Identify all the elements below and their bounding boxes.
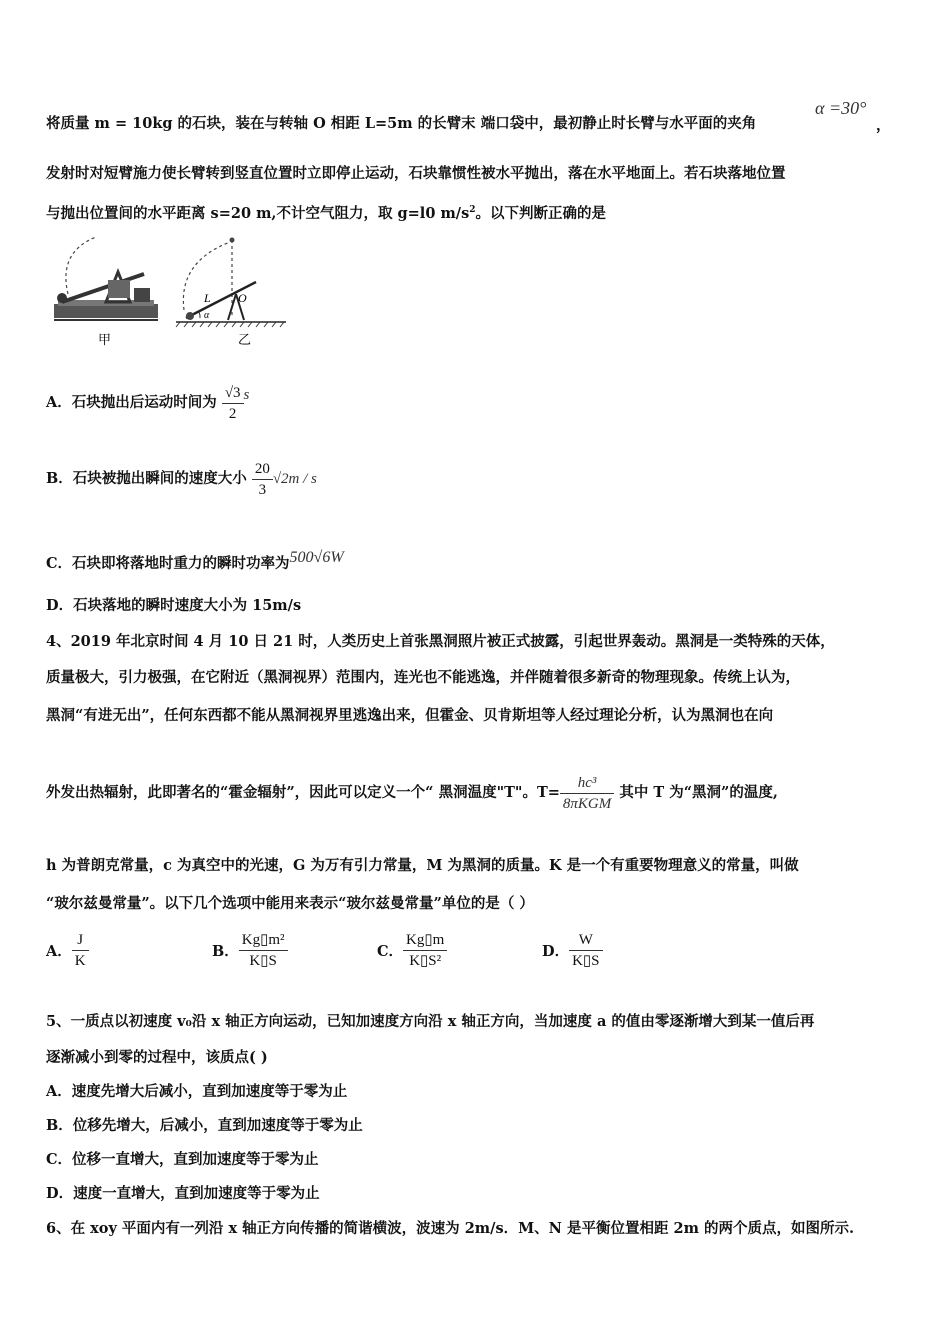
catapult-illustration	[54, 237, 158, 347]
q4-line4b: 其中 T 为“黑洞”的温度,	[619, 784, 778, 801]
q3-option-b	[46, 456, 317, 502]
q3-option-d: D．石块落地的瞬时速度大小为 15m/s	[46, 597, 302, 614]
q4-line4a: 外发出热辐射，此即著名的“霍金辐射”，因此可以定义一个“ 黑洞温度"T"。T=	[46, 784, 560, 801]
q3-line3b: 。以下判断正确的是	[475, 204, 607, 222]
q3-line1-text: 将质量 m = 10kg 的石块，装在与转轴 O 相距 L=5m 的长臂末 端口袋中，最初静止时长臂与水平面的夹角	[46, 115, 757, 132]
opt-fraction	[569, 930, 602, 971]
q3-angle: α =30°	[815, 98, 867, 118]
q3-option-a-unit: s	[243, 387, 250, 403]
q3-line2: 发射时对短臂施力使长臂转到竖直位置时立即停止运动，石块靠惯性被水平抛出，落在水平地面上。若石块落地位置	[46, 165, 786, 182]
fig-O: O	[238, 291, 247, 305]
q5-option-b: B．位移先增大，后减小，直到加速度等于零为止	[46, 1117, 363, 1134]
formula-den: 8πKGM	[562, 795, 612, 812]
opt-fraction	[239, 930, 288, 971]
fig-label-b: 乙	[238, 332, 252, 347]
q6-line1: 6、在 xoy 平面内有一列沿 x 轴正方向传播的简谐横波，波速为 2m/s．M、N 是平衡位置相距 2m 的两个质点，如图所示.	[46, 1220, 855, 1237]
opt-label: C．	[377, 943, 404, 960]
fig-label-a: 甲	[98, 332, 112, 347]
q4-line1: 4、2019 年北京时间 4 月 10 日 21 时，人类历史上首张黑洞照片被正式披露，引起世界轰动。黑洞是一类特殊的天体，	[46, 633, 835, 650]
q5-line1: 5、一质点以初速度 v₀沿 x 轴正方向运动，已知加速度方向沿 x 轴正方向，当加速度 a 的值由零逐渐增大到某一值后再	[46, 1013, 815, 1030]
q5-option-d: D．速度一直增大，直到加速度等于零为止	[46, 1185, 320, 1202]
q5-option-c: C．位移一直增大，直到加速度等于零为止	[46, 1151, 319, 1168]
catapult-figure	[48, 232, 293, 350]
opt-label: D．	[542, 943, 570, 960]
opt-label: B．	[212, 943, 239, 960]
opt-den: K▯S	[572, 953, 600, 969]
opt-den: K▯S²	[409, 953, 442, 969]
q4-option-b	[212, 930, 288, 971]
opt-fraction	[72, 930, 89, 971]
q3-option-a-fraction	[222, 383, 244, 424]
opt-label: A．	[46, 943, 72, 960]
opt-den: K▯S	[249, 953, 277, 969]
frac-num: √3	[222, 383, 244, 404]
q4-option-a	[46, 930, 89, 971]
q5-option-a: A．速度先增大后减小，直到加速度等于零为止	[46, 1083, 348, 1100]
q4-line3: 黑洞“有进无出”，任何东西都不能从黑洞视界里逃逸出来，但霍金、贝肯斯坦等人经过理论分析，认为黑洞也在向	[46, 707, 774, 724]
frac-num: 20	[252, 459, 273, 480]
q4-line2: 质量极大，引力极强，在它附近（黑洞视界）范围内，连光也不能逃逸，并伴随着很多新奇的物理现象。传统上认为，	[46, 669, 800, 686]
opt-den: K	[74, 953, 86, 969]
opt-num: Kg▯m²	[239, 930, 288, 951]
fig-L: L	[204, 291, 211, 305]
q4-line4	[46, 770, 778, 816]
q3-option-c-value: 500√6W	[289, 549, 344, 566]
catapult-schematic	[176, 238, 286, 348]
formula-num: hc³	[560, 773, 614, 794]
q3-option-a-text: A．石块抛出后运动时间为	[46, 394, 217, 411]
q4-line6: “玻尔兹曼常量”。以下几个选项中能用来表示“玻尔兹曼常量”单位的是（ ）	[46, 895, 534, 912]
q3-line3	[46, 200, 606, 224]
q3-option-b-fraction	[252, 459, 273, 500]
q3-option-b-text: B．石块被抛出瞬间的速度大小	[46, 470, 247, 487]
q4-line5: h 为普朗克常量，c 为真空中的光速，G 为万有引力常量，M 为黑洞的质量。K 是一个有重要物理意义的常量，叫做	[46, 857, 799, 874]
q4-option-d	[542, 930, 603, 971]
q3-option-a	[46, 372, 249, 426]
q4-formula	[560, 773, 614, 814]
opt-num: J	[72, 930, 89, 951]
q3-comma: ，	[876, 117, 891, 134]
q5-line2: 逐渐减小到零的过程中，该质点( )	[46, 1049, 268, 1066]
q3-line3sup: 2	[469, 205, 476, 215]
fig-alpha: α	[204, 310, 210, 321]
q3-option-b-rest: √2m / s	[272, 471, 317, 487]
q3-line1	[46, 114, 756, 134]
q3-option-c-text: C．石块即将落地时重力的瞬时功率为	[46, 555, 290, 572]
q3-line3a: 与抛出位置间的水平距离 s=20 m,不计空气阻力，取 g=l0 m/s	[46, 204, 470, 222]
frac-den: 3	[258, 481, 267, 498]
q3-option-c	[46, 548, 344, 574]
q4-option-c	[377, 930, 447, 971]
opt-fraction	[403, 930, 447, 971]
frac-den: 2	[228, 405, 237, 422]
opt-num: Kg▯m	[403, 930, 447, 951]
opt-num: W	[569, 930, 602, 951]
